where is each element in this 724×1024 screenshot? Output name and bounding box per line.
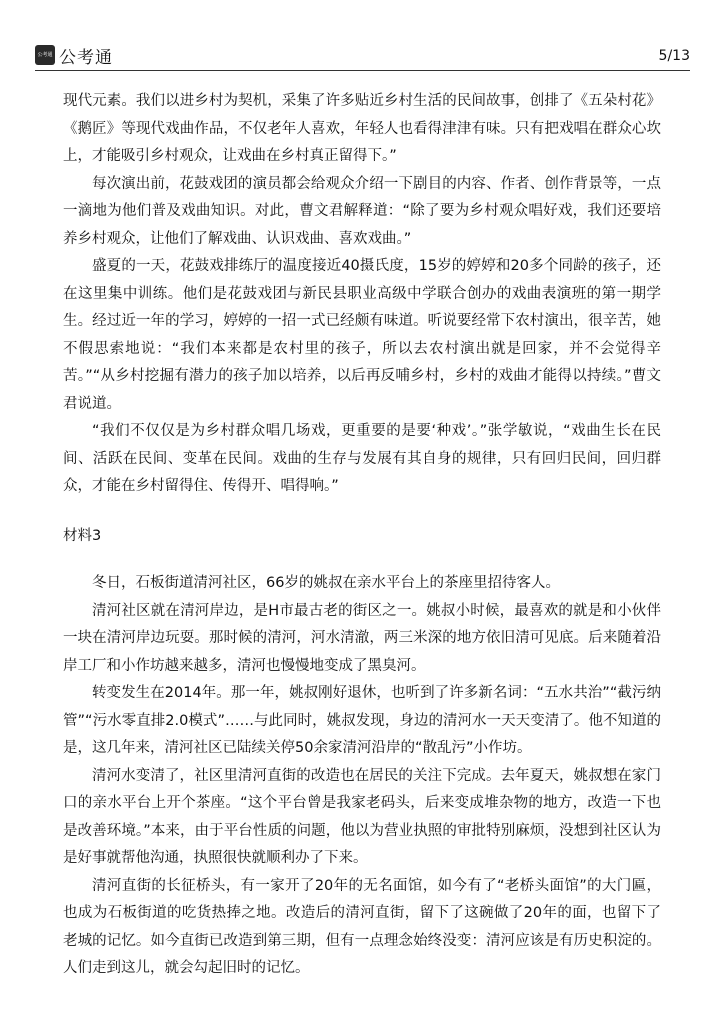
paragraph: “我们不仅仅是为乡村群众唱几场戏，更重要的是要‘种戏’。”张学敏说，“戏曲生长在民间、活跃在民间、变革在民间。戏曲的生存与发展有其自身的规律，只有回归民间，回归群众，才能在乡村留得住、传得开、唱得响。” <box>63 423 661 494</box>
paragraph-continued: 现代元素。我们以进乡村为契机，采集了许多贴近乡村生活的民间故事，创排了《五朵村花》《鹅匠》等现代戏曲作品，不仅老年人喜欢，年轻人也看得津津有味。只有把戏唱在群众心坎上，才能吸引乡村观众，让戏曲在乡村真正留得下。” <box>63 93 661 164</box>
section-heading: 材料3 <box>63 527 102 544</box>
paragraph: 盛夏的一天，花鼓戏排练厅的温度接近40摄氏度，15岁的婷婷和20多个同龄的孩子，还在这里集中训练。他们是花鼓戏团与新民县职业高级中学联合创办的戏曲表演班的第一期学生。经过近一年的学习，婷婷的一招一式已经颇有味道。听说要经常下农村演出，很辛苦，她不假思索地说：“我们本来都是农村里的孩子，所以去农村演出就是回家，并不会觉得辛苦。”“从乡村挖掘有潜力的孩子加以培养，以后再反哺乡村，乡村的戏曲才能得以持续。”曹文君说道。 <box>63 258 661 412</box>
page-number: 5/13 <box>658 48 690 64</box>
paragraph: 冬日，石板街道清河社区，66岁的姚叔在亲水平台上的茶座里招待客人。 <box>92 575 560 591</box>
brand-logo-icon: 公考通 <box>35 45 55 65</box>
paragraph: 转变发生在2014年。那一年，姚叔刚好退休，也听到了许多新名词：“五水共治”“截污纳管”“污水零直排2.0模式”……与此同时，姚叔发现，身边的清河水一天天变清了。他不知道的是，这几年来，清河社区已陆续关停50余家清河沿岸的“散乱污”小作坊。 <box>63 685 661 756</box>
paragraph: 每次演出前，花鼓戏团的演员都会给观众介绍一下剧目的内容、作者、创作背景等，一点一滴地为他们普及戏曲知识。对此，曹文君解释道：“除了要为乡村观众唱好戏，我们还要培养乡村观众，让他们了解戏曲、认识戏曲、喜欢戏曲。” <box>63 175 661 247</box>
paragraph: 清河直街的长征桥头，有一家开了20年的无名面馆，如今有了“老桥头面馆”的大门匾，也成为石板街道的吃货热捧之地。改造后的清河直街，留下了这碗做了20年的面，也留下了老城的记忆。如今直街已改造到第三期，但有一点理念始终没变：清河应该是有历史积淀的。人们走到这儿，就会勾起旧时的记忆。 <box>63 877 661 976</box>
document-body <box>63 88 661 983</box>
paragraph: 清河社区就在清河岸边，是H市最古老的街区之一。姚叔小时候，最喜欢的就是和小伙伴一块在清河岸边玩耍。那时候的清河，河水清澈，两三米深的地方依旧清可见底。后来随着沿岸工厂和小作坊越来越多，清河也慢慢地变成了黑臭河。 <box>63 602 661 674</box>
brand-name: 公考通 <box>59 48 113 68</box>
page-header <box>35 42 690 71</box>
paragraph: 清河水变清了，社区里清河直街的改造也在居民的关注下完成。去年夏天，姚叔想在家门口的亲水平台上开个茶座。“这个平台曾是我家老码头，后来变成堆杂物的地方，改造一下也是改善环境。”本来，由于平台性质的问题，他以为营业执照的审批特别麻烦，没想到社区认为是好事就帮他沟通，执照很快就顺利办了下来。 <box>63 767 661 866</box>
